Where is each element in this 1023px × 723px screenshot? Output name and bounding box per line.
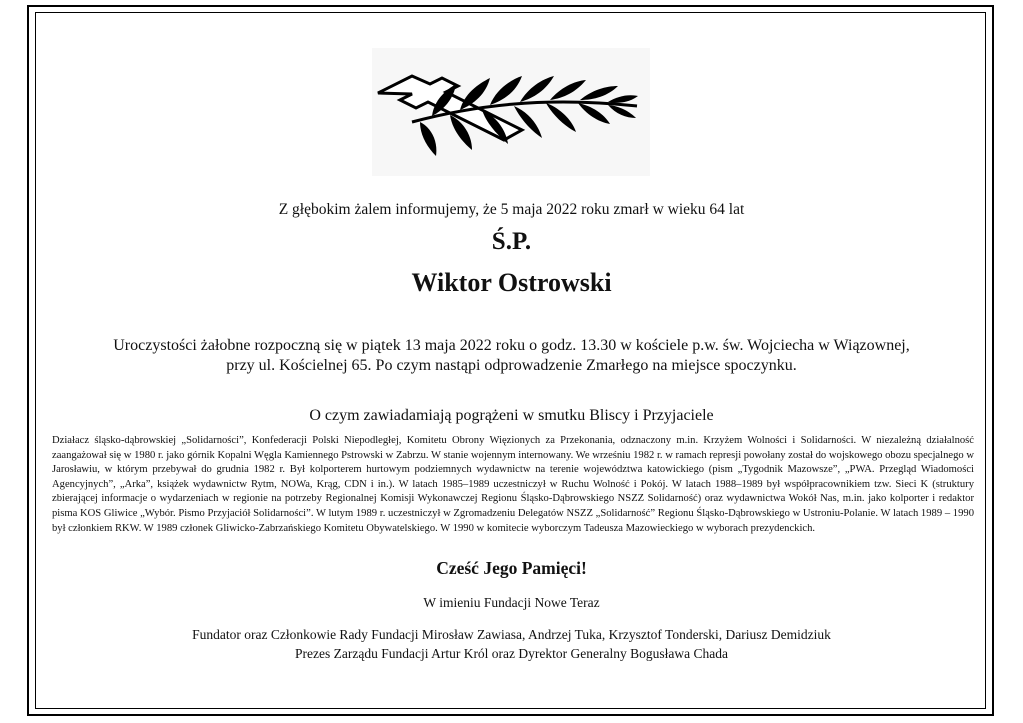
foundation-line: W imieniu Fundacji Nowe Teraz xyxy=(423,595,600,610)
deceased-name: Wiktor Ostrowski xyxy=(411,268,612,297)
cross-with-laurel-branch-icon xyxy=(372,48,650,176)
ceremony-details xyxy=(40,336,983,376)
signers-line-1: Fundator oraz Członkowie Rady Fundacji Mirosław Zawiasa, Andrzej Tuka, Krzysztof Tonderski, Dariusz Demidziuk xyxy=(192,627,831,642)
announcement-intro: Z głębokim żalem informujemy, że 5 maja 2022 roku zmarł w wieku 64 lat xyxy=(278,201,745,218)
biography-paragraph: Działacz śląsko-dąbrowskiej „Solidarności”, Konfederacji Polski Niepodległej, Komitetu Obrony Więzionych za Przekonania, odznaczony m.in. Krzyżem Wolności i Solidarności. W niezależną działalność zaangażował się w 1980 r. jako górnik Kopalni Węgla Kamiennego Pstrowski w Zabrzu. W stanie wojennym internowany. We wrześniu 1982 r. w ramach represji powołany został do wojskowego obozu specjalnego w Jarosławiu, w którym przebywał do grudnia 1982 r. Był kolporterem hurtowym podziemnych wydawnictw na terenie województwa katowickiego (pism „Tygodnik Mazowsze”, „PWA. Przegląd Wiadomości Agencyjnych”, „Arka”, książek wydawnictw Rytm, NOWa, Krąg, CDN i in.). W latach 1985–1989 uczestniczył w Ruchu Wolność i Pokój. W latach 1988–1989 był współpracownikiem tzw. Sieci K (struktury zbierającej informacje o wydarzeniach w regionie na potrzeby Regionalnej Komisji Wykonawczej Regionu Śląsko-Dąbrowskiego NSZZ Solidarność) oraz wydawnictwa Wokół Nas, m.in. jako kolporter i redaktor pisma KOS Gliwice „Wybór. Pismo Przyjaciół Solidarności”. W lutym 1989 r. uczestniczył w Zgromadzeniu Delegatów NSZZ „Solidarność” Regionu Śląsko-Dąbrowskiego w Ustroniu-Polanie. W latach 1989 – 1990 był członkiem RKW. W 1989 członek Gliwicko-Zabrzańskiego Komitetu Obywatelskiego. W 1990 w komitecie wyborczym Tadeusza Mazowieckiego w wyborach prezydenckich. xyxy=(52,435,974,534)
ceremony-line-1: Uroczystości żałobne rozpoczną się w piątek 13 maja 2022 roku o godz. 13.30 w kościele p.w. św. Wojciecha w Wiązownej, xyxy=(113,337,910,354)
honor-line: Cześć Jego Pamięci! xyxy=(436,558,587,578)
notification-line: O czym zawiadamiają pogrążeni w smutku Bliscy i Przyjaciele xyxy=(309,407,714,424)
sp-prefix: Ś.P. xyxy=(491,228,532,255)
signers xyxy=(40,625,983,663)
ceremony-line-2: przy ul. Kościelnej 65. Po czym nastąpi odprowadzenie Zmarłego na miejsce spoczynku. xyxy=(226,357,797,374)
signers-line-2: Prezes Zarządu Fundacji Artur Król oraz Dyrektor Generalny Bogusława Chada xyxy=(295,646,728,661)
